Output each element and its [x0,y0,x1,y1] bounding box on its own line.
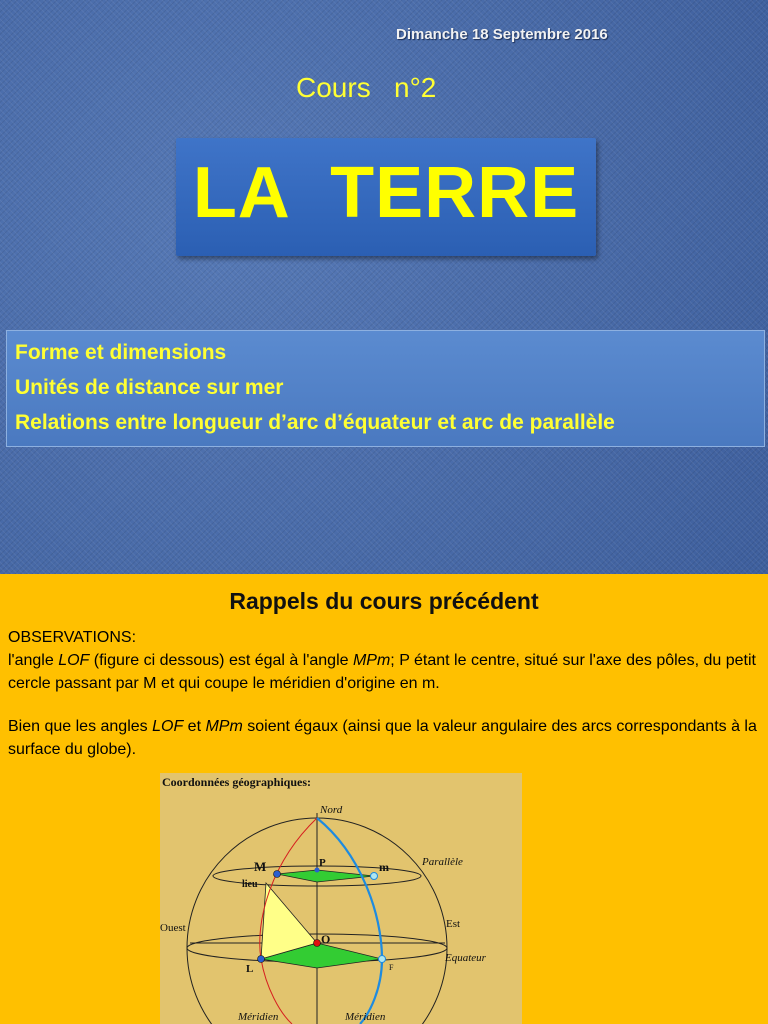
label-m: m [379,860,389,874]
course-number: Cours n°2 [296,72,437,103]
topic-item: Unités de distance sur mer [15,376,284,399]
topic-item: Relations entre longueur d’arc d’équateur et arc de parallèle [15,411,615,434]
label-ouest: Ouest [160,922,186,934]
point-F [379,956,386,963]
label-parallele: Parallèle [422,856,463,868]
globe-figure [160,773,522,1024]
label-est: Est [446,918,461,930]
text-run: soient égaux (ainsi que la valeur angulaire des arcs correspondants à la surface du globe). [8,718,757,758]
angle-lof: LOF [152,718,184,735]
slide-date: Dimanche 18 Septembre 2016 [396,26,608,43]
observation-paragraph-2 [8,715,760,761]
angle-mpm: MPm [205,718,243,735]
topics-box [6,330,765,447]
observation-paragraph-1 [8,649,760,695]
angle-mpm: MPm [352,652,391,669]
text-run: l'angle [8,652,59,669]
label-nord: Nord [320,804,343,816]
label-lieu: lieu [242,879,258,890]
text-run: (figure ci dessous) est égal à l'angle [89,652,353,669]
text-run: et [183,718,206,735]
label-O: O [321,932,331,946]
title-box [176,138,596,256]
slide-title: LA TERRE [192,153,580,233]
label-L: L [246,963,254,975]
label-P: P [319,857,326,869]
recap-heading: Rappels du cours précédent [229,588,539,614]
text-run: ; P étant le centre, situé sur l'axe des pôles, du petit cercle passant par M et qui coupe le méridien d'origine en m. [8,652,756,692]
label-M: M [254,859,267,874]
point-M [274,871,281,878]
label-meridien-2: Méridien [345,1011,386,1023]
recap-slide [0,574,768,1024]
observations-label: OBSERVATIONS: [8,629,137,646]
point-L [258,956,265,963]
angle-lof: LOF [58,652,90,669]
label-equateur: Equateur [445,952,486,964]
origin-meridian [317,818,382,1024]
topic-item: Forme et dimensions [15,341,227,364]
label-meridien-1: Méridien [238,1011,279,1023]
figure-title: Coordonnées géographiques: [162,775,312,789]
text-run: Bien que les angles [8,718,153,735]
point-m [371,873,378,880]
globe-diagram [160,773,522,1024]
label-F: F [389,963,394,972]
point-O [314,940,321,947]
